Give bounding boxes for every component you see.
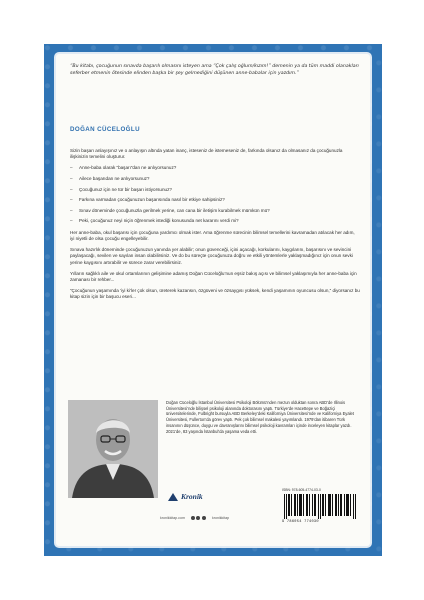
- paragraph: Sınava hazırlık döneminde çocuğunuzun yanında yer alabilir; onun güvenceği, içini açacağı, korkularını, kaygılarını, başarısını ve sevincini paylaşacağı, sevilen ve sayılan insan olabilirsiniz. Ve do bu süreçte çocuğunuza doğru ve etkili yöntemlerle yaklaşmadığınız için onun sevki yerine kaygısını artırabilir ve sürece zarar verebilirsiniz.: [70, 247, 353, 265]
- back-cover-text-panel: [56, 54, 370, 546]
- publisher-name: Kronik: [181, 492, 203, 501]
- publisher-social-handle[interactable]: kronikkitap: [211, 516, 230, 520]
- intro-paragraph: Sizin başarı anlayışınız ve o anlayışın altında yatan inanç, isteseniz de istemeseniz de, farkında olsanız da olmasanız da çocuğunuzla ilişkinizin temelini oluşturur.: [70, 148, 343, 160]
- question-item: – Ailece başarıdan ne anlıyorsunuz?: [70, 175, 150, 181]
- question-item: – Sınav döneminde çocuğunuzla gerilmek yerine, can cana bir iletişim kurabilmek mümkün mü?: [70, 207, 270, 213]
- question-text: Sınav döneminde çocuğunuzla gerilmek yerine, can cana bir iletişim kurabilmek mümkün mü?: [79, 207, 270, 213]
- question-item: – Anne-baba olarak “başarı”dan ne anlıyorsunuz?: [70, 165, 177, 171]
- paragraph: Her anne-baba, okul başarısı için çocuğuna yardımcı olmak ister. Ama öğrenme sürecinin bilimsel temellerini kavramadan atılacak her adım, iyi niyetli de olsa çocuğu engelleyebilir.: [70, 229, 355, 242]
- author-photo: [68, 400, 158, 498]
- question-list: [70, 165, 360, 224]
- author-quote: “Bu kitabı, çocuğunun sınavda başarılı olmasını isteyen ama “Çok çalış oğlum/kızım!” demenin ya da tüm maddi olanakları seferber etmenin ötesinde elinden başka bir şey gelmediğini düşünen anne-babalar için yazdım.”: [70, 64, 359, 76]
- blurb-body: [70, 148, 360, 305]
- question-item: – Farkına varmadan çocuğunuzun başarısında nasıl bir etkiye sahipsiniz?: [70, 197, 225, 203]
- publisher-logo: [168, 492, 203, 501]
- barcode-icon: [282, 494, 360, 519]
- question-item: – Çocuğunuz için ne tür bir başarı istiyorsunuz?: [70, 186, 172, 192]
- question-text: Peki, çocuğunuz neyi niçin öğrenmek istediği konusunda net kararını verdi mi?: [79, 218, 239, 224]
- social-icons: [191, 516, 206, 520]
- book-back-cover: [44, 44, 382, 556]
- isbn-barcode: [282, 488, 362, 528]
- author-name: DOĞAN CÜCELOĞLU: [70, 126, 140, 133]
- twitter-icon[interactable]: [196, 516, 200, 520]
- facebook-icon[interactable]: [202, 516, 206, 520]
- paragraph: “Çocuğunun yaşamında ‘iyi ki’ler çok olsun, üreterek kazansın, özgüveni ve özsaygısı yüksek, kendi yaşamının oyuncusu olsun,” diyorsanız bu kitap sizin için bir başucu eseri...: [70, 288, 360, 300]
- author-portrait-image: [68, 400, 158, 498]
- publisher-links: [160, 516, 229, 520]
- instagram-icon[interactable]: [191, 516, 195, 520]
- paragraph: Yılların sağlıklı aile ve okul ortamlarının gelişimine adamış Doğan Cüceloğlu’nun eşsiz bakış açısı ve bilimsel yaklaşımıyla her anne-baba için zamanası bir rehber...: [70, 270, 357, 283]
- question-text: Çocuğunuz için ne tür bir başarı istiyorsunuz?: [79, 186, 172, 192]
- publisher-emblem-icon: [168, 493, 178, 501]
- isbn-label: ISBN: 978-605-4774-03-0: [282, 488, 321, 492]
- author-bio: Doğan Cüceloğlu İstanbul Üniversitesi Psikoloji Bölümü’nden mezun olduktan sonra ABD’de Illinois Üniversitesi’nde bilişsel psikoloji alanında doktorasını yaptı. Türkiye’de Hacettepe ve Boğaziçi üniversitelerinde, Fulbright bursuyla ABD Berkeley’deki Kaliforniya Üniversitesi’nde ve Kaliforniya Eyalet Üniversitesi, Fullerton’da görev yaptı. Pek çok bilimsel makalesi yayımlandı. 1979’dan itibaren Türk insanının düşünce, duygu ve davranışlarını bilimsel psikoloji kavramları içinde inceleyen kitaplar yazdı. 2021’de, 83 yaşında İstanbul’da yaşama veda etti.: [166, 400, 354, 434]
- publisher-website[interactable]: kronikkitap.com: [160, 516, 185, 520]
- barcode-number: 9 786054 774030: [282, 520, 319, 524]
- question-text: Ailece başarıdan ne anlıyorsunuz?: [79, 175, 150, 181]
- question-item: – Peki, çocuğunuz neyi niçin öğrenmek istediği konusunda net kararını verdi mi?: [70, 218, 239, 224]
- question-text: Farkına varmadan çocuğunuzun başarısında nasıl bir etkiye sahipsiniz?: [79, 197, 225, 203]
- question-text: Anne-baba olarak “başarı”dan ne anlıyorsunuz?: [79, 165, 177, 171]
